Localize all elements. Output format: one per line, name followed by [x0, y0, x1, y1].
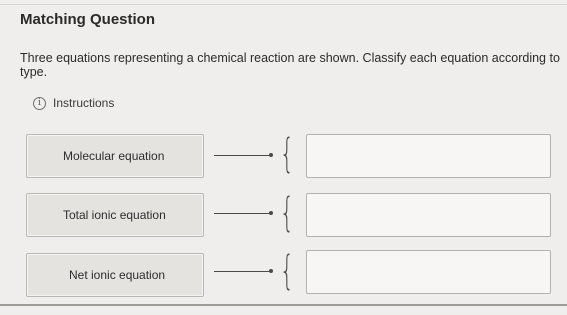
connector-dot	[269, 153, 273, 157]
term-card-total-ionic[interactable]	[26, 193, 204, 237]
connector-line	[214, 271, 270, 272]
connector-dot	[269, 269, 273, 273]
instructions-toggle[interactable]	[33, 96, 114, 110]
term-label: Molecular equation	[63, 149, 165, 163]
term-card-molecular[interactable]	[26, 134, 204, 178]
drop-target-3[interactable]	[306, 250, 551, 294]
brace-icon: {	[280, 190, 294, 236]
term-card-net-ionic[interactable]	[26, 253, 204, 297]
drop-target-1[interactable]	[306, 134, 551, 178]
top-divider	[0, 4, 567, 5]
connector-line	[214, 155, 270, 156]
instructions-label: Instructions	[53, 96, 115, 110]
connector-dot	[269, 211, 273, 215]
info-icon: i	[33, 97, 46, 110]
drop-target-2[interactable]	[306, 193, 551, 237]
question-title: Matching Question	[20, 11, 155, 28]
term-label: Net ionic equation	[69, 268, 166, 282]
connector-line	[214, 213, 270, 214]
term-label: Total ionic equation	[63, 208, 166, 222]
brace-icon: {	[280, 131, 294, 177]
bottom-divider	[0, 304, 567, 306]
brace-icon: {	[280, 248, 294, 294]
question-prompt: Three equations representing a chemical reaction are shown. Classify each equation according to type.	[20, 51, 560, 79]
